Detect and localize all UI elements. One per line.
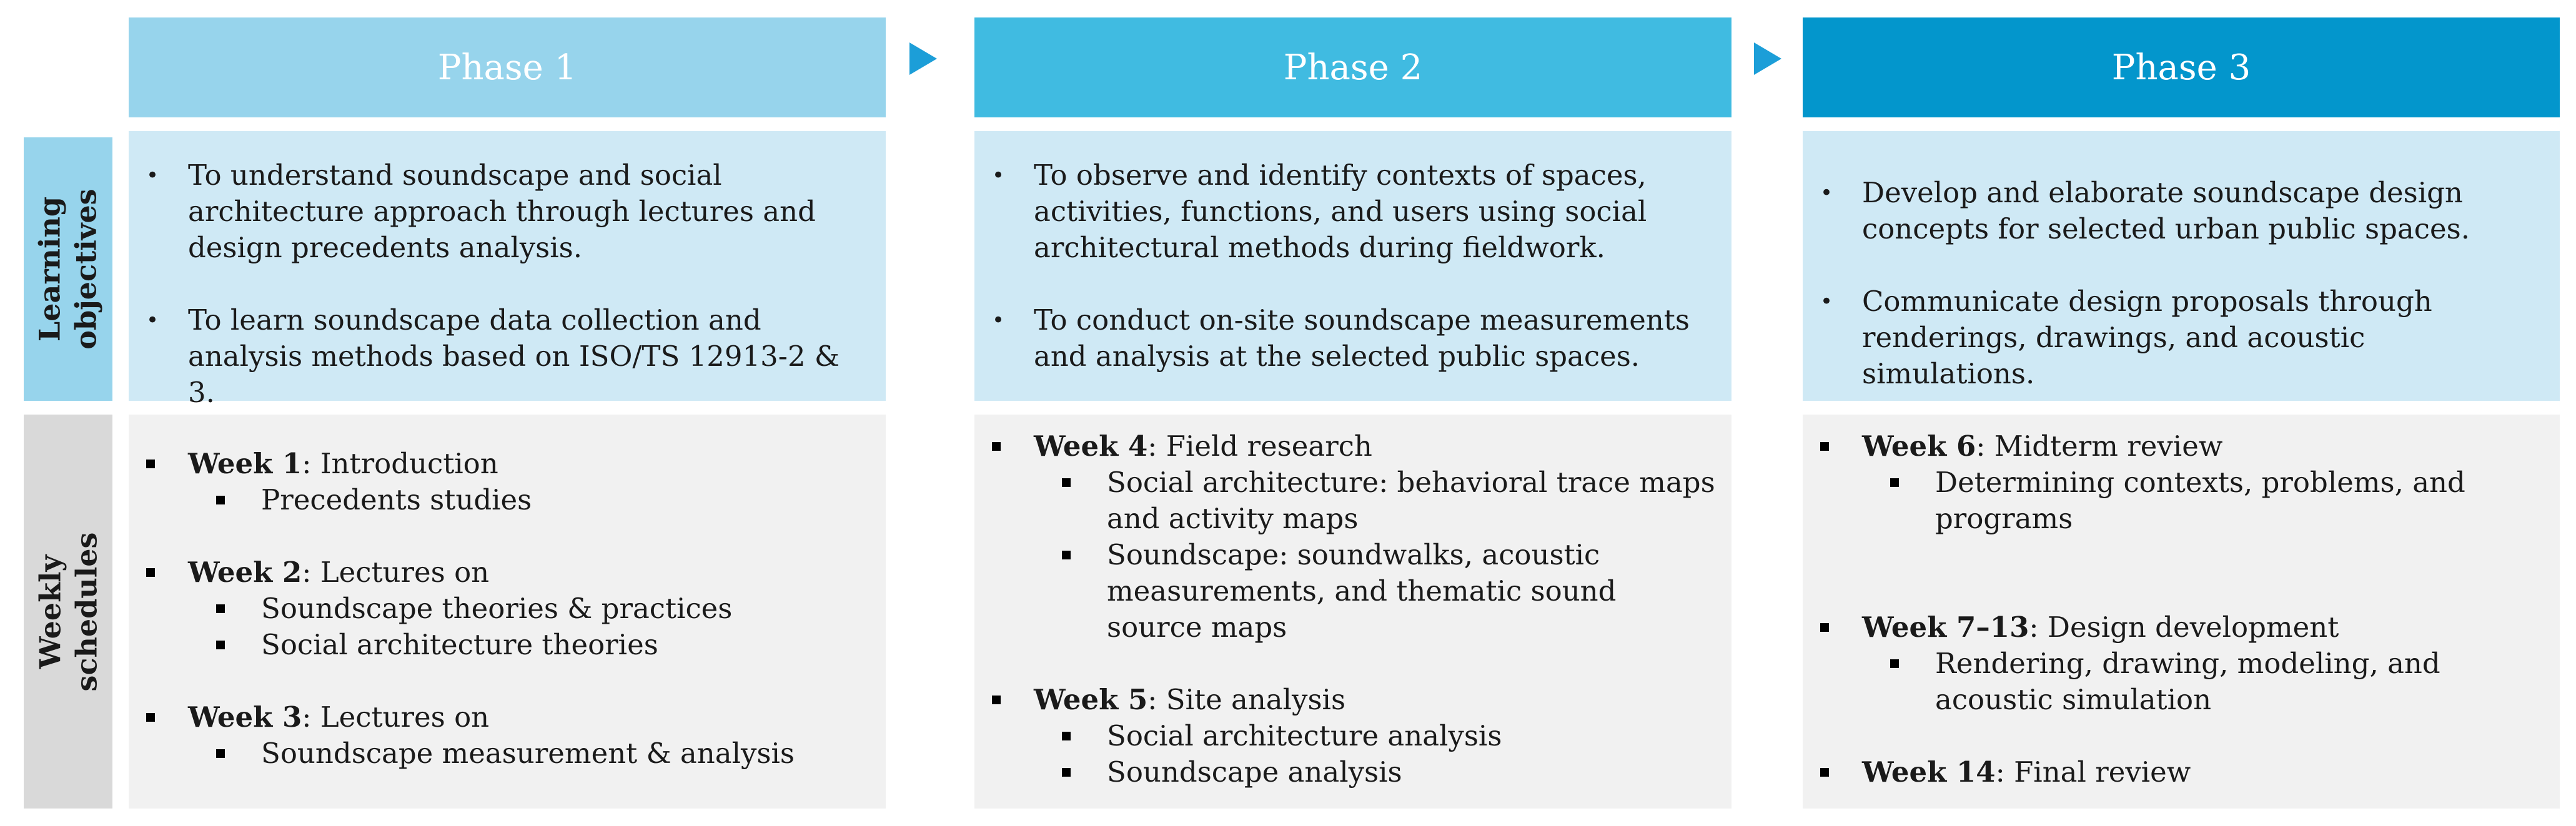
week-item: Week 5: Site analysis Social architecture analysis Soundscape analysis — [974, 682, 1717, 790]
sub-item: Social architecture theories — [129, 627, 871, 663]
week-item: Week 4: Field research Social architecture: behavioral trace maps and activity maps Soundscape: soundwalks, acoustic measurements, and thematic sound source maps — [974, 428, 1717, 646]
phase-3-schedule — [1803, 415, 2560, 809]
objective-item: • To observe and identify contexts of spaces, activities, functions, and users using social architectural methods during fieldwork. — [992, 159, 1647, 264]
objective-item: • To understand soundscape and social architecture approach through lectures and design precedents analysis. — [146, 159, 816, 264]
sub-item: Determining contexts, problems, and programs — [1803, 465, 2545, 537]
sub-item: Social architecture analysis — [974, 718, 1717, 754]
week-item: Week 1: Introduction Precedents studies — [129, 446, 871, 518]
sub-item: Soundscape measurement & analysis — [129, 735, 871, 772]
phase-2-objectives — [974, 131, 1731, 401]
learning-objectives-label: Learning objectives — [24, 137, 112, 401]
week-item: Week 2: Lectures on Soundscape theories & practices Social architecture theories — [129, 554, 871, 663]
sub-item: Social architecture: behavioral trace maps and activity maps — [974, 465, 1717, 537]
objective-item: • Communicate design proposals through renderings, drawings, and acoustic simulations. — [1820, 285, 2432, 390]
objective-item: • To conduct on-site soundscape measurements and analysis at the selected public spaces. — [992, 303, 1690, 373]
phase-1-header — [129, 17, 886, 117]
objective-item: • Develop and elaborate soundscape design concepts for selected urban public spaces. — [1820, 176, 2470, 245]
phase-3-objectives — [1803, 131, 2560, 401]
phase-1-schedule — [129, 415, 886, 809]
phase-3-header — [1803, 17, 2560, 117]
phase-2-header — [974, 17, 1731, 117]
sub-item: Rendering, drawing, modeling, and acoustic simulation — [1803, 646, 2545, 718]
sub-item: Precedents studies — [129, 482, 871, 518]
arrow-right-icon — [909, 42, 937, 75]
week-item: Week 7–13: Design development Rendering, drawing, modeling, and acoustic simulation — [1803, 609, 2545, 718]
sub-item: Soundscape theories & practices — [129, 591, 871, 627]
week-item: Week 3: Lectures on Soundscape measurement & analysis — [129, 699, 871, 772]
week-item: Week 6: Midterm review Determining contexts, problems, and programs — [1803, 428, 2545, 537]
phase-1-objectives — [129, 131, 886, 409]
phase-2-label: Phase 2 — [1283, 47, 1423, 88]
sub-item: Soundscape analysis — [974, 754, 1717, 790]
objective-item: • To learn soundscape data collection and analysis methods based on ISO/TS 12913-2 & 3. — [146, 303, 840, 409]
sub-item: Soundscape: soundwalks, acoustic measurements, and thematic sound source maps — [974, 537, 1717, 646]
arrow-right-icon — [1754, 42, 1781, 75]
week-item: Week 14: Final review — [1803, 754, 2545, 790]
phase-3-label: Phase 3 — [2111, 47, 2251, 88]
phase-2-schedule — [974, 415, 1731, 809]
phase-1-label: Phase 1 — [437, 47, 577, 88]
weekly-schedules-label: Weekly schedules — [24, 415, 112, 809]
